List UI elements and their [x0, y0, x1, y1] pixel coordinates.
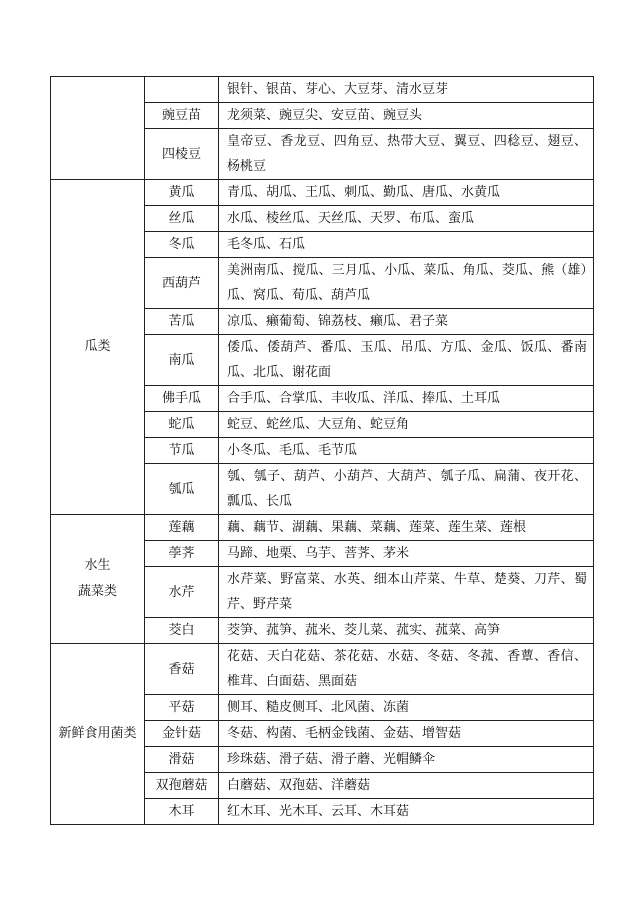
- vegetable-aliases: 倭瓜、倭葫芦、番瓜、玉瓜、吊瓜、方瓜、金瓜、饭瓜、番南瓜、北瓜、谢花面: [219, 335, 594, 386]
- vegetable-aliases: 马蹄、地栗、乌芋、菩荠、茅米: [219, 541, 594, 567]
- category-label: 蔬菜类: [77, 584, 117, 599]
- category-label: 新鲜食用菌类: [58, 726, 137, 741]
- vegetable-alias-table: [50, 76, 594, 825]
- vegetable-name: 金针菇: [145, 721, 219, 747]
- vegetable-aliases: 银针、银苗、芽心、大豆芽、清水豆芽: [219, 77, 594, 103]
- vegetable-name: 黄瓜: [145, 180, 219, 206]
- vegetable-aliases: 皇帝豆、香龙豆、四角豆、热带大豆、翼豆、四稔豆、翅豆、杨桃豆: [219, 129, 594, 180]
- vegetable-name: [145, 77, 219, 103]
- vegetable-aliases: 茭笋、菰笋、菰米、茭儿菜、菰实、菰菜、高笋: [219, 618, 594, 644]
- vegetable-name: 双孢蘑菇: [145, 773, 219, 799]
- vegetable-name: 西葫芦: [145, 258, 219, 309]
- table-row: [51, 180, 594, 206]
- vegetable-name: 苦瓜: [145, 309, 219, 335]
- vegetable-aliases: 红木耳、光木耳、云耳、木耳菇: [219, 799, 594, 825]
- vegetable-aliases: 凉瓜、癞葡萄、锦荔枝、癞瓜、君子菜: [219, 309, 594, 335]
- vegetable-aliases: 瓠、瓠子、葫芦、小葫芦、大葫芦、瓠子瓜、扁蒲、夜开花、瓢瓜、长瓜: [219, 464, 594, 515]
- category-label: 水生: [84, 558, 111, 573]
- vegetable-name: 茭白: [145, 618, 219, 644]
- vegetable-name: 蛇瓜: [145, 412, 219, 438]
- vegetable-name: 平菇: [145, 695, 219, 721]
- vegetable-aliases: 小冬瓜、毛瓜、毛节瓜: [219, 438, 594, 464]
- vegetable-name: 节瓜: [145, 438, 219, 464]
- vegetable-name: 荸荠: [145, 541, 219, 567]
- vegetable-name: 香菇: [145, 644, 219, 695]
- vegetable-name: 冬瓜: [145, 232, 219, 258]
- table-row: [51, 644, 594, 695]
- vegetable-name: 丝瓜: [145, 206, 219, 232]
- vegetable-aliases: 白蘑菇、双孢菇、洋蘑菇: [219, 773, 594, 799]
- vegetable-aliases: 水芹菜、野富菜、水英、细本山芹菜、牛草、楚葵、刀芹、蜀芹、野芹菜: [219, 567, 594, 618]
- vegetable-name: 滑菇: [145, 747, 219, 773]
- vegetable-aliases: 合手瓜、合掌瓜、丰收瓜、洋瓜、捧瓜、土耳瓜: [219, 386, 594, 412]
- vegetable-aliases: 藕、藕节、湖藕、果藕、菜藕、莲菜、莲生菜、莲根: [219, 515, 594, 541]
- vegetable-name: 四棱豆: [145, 129, 219, 180]
- vegetable-name: 佛手瓜: [145, 386, 219, 412]
- vegetable-aliases: 侧耳、糙皮侧耳、北风菌、冻菌: [219, 695, 594, 721]
- vegetable-aliases: 美洲南瓜、搅瓜、三月瓜、小瓜、菜瓜、角瓜、茭瓜、熊（雄）瓜、窝瓜、荀瓜、葫芦瓜: [219, 258, 594, 309]
- vegetable-name: 水芹: [145, 567, 219, 618]
- category-cell: [51, 77, 145, 180]
- vegetable-aliases: 水瓜、棱丝瓜、天丝瓜、天罗、布瓜、蛮瓜: [219, 206, 594, 232]
- vegetable-aliases: 花菇、天白花菇、茶花菇、水菇、冬菇、冬菰、香蕈、香信、椎茸、白面菇、黑面菇: [219, 644, 594, 695]
- table-row: [51, 77, 594, 103]
- vegetable-aliases: 蛇豆、蛇丝瓜、大豆角、蛇豆角: [219, 412, 594, 438]
- vegetable-aliases: 毛冬瓜、石瓜: [219, 232, 594, 258]
- vegetable-name: 瓠瓜: [145, 464, 219, 515]
- category-cell: [51, 644, 145, 825]
- category-label: 瓜类: [84, 339, 111, 354]
- vegetable-name: 豌豆苗: [145, 103, 219, 129]
- vegetable-name: 南瓜: [145, 335, 219, 386]
- vegetable-aliases: 青瓜、胡瓜、王瓜、刺瓜、勤瓜、唐瓜、水黄瓜: [219, 180, 594, 206]
- category-cell: [51, 515, 145, 644]
- vegetable-aliases: 珍珠菇、滑子菇、滑子蘑、光帽鳞伞: [219, 747, 594, 773]
- table-body: [51, 77, 594, 825]
- vegetable-name: 木耳: [145, 799, 219, 825]
- vegetable-aliases: 冬菇、构菌、毛柄金钱菌、金菇、增智菇: [219, 721, 594, 747]
- table-row: [51, 515, 594, 541]
- category-cell: [51, 180, 145, 515]
- vegetable-name: 莲藕: [145, 515, 219, 541]
- vegetable-aliases: 龙须菜、豌豆尖、安豆苗、豌豆头: [219, 103, 594, 129]
